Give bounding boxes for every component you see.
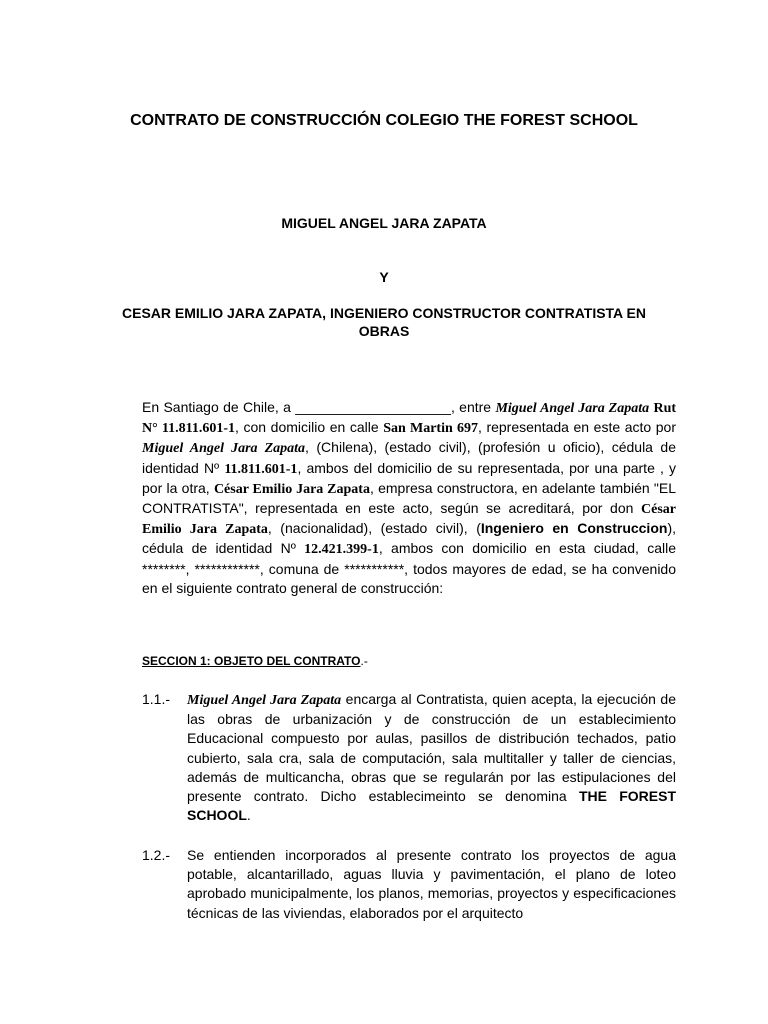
clause-number: 1.1.- [142,691,171,707]
party-one-name: MIGUEL ANGEL JARA ZAPATA [281,215,487,231]
clause-item [142,846,676,923]
representative-name: Miguel Angel Jara Zapata [142,441,306,457]
clause-body: encarga al Contratista, quien acepta, la ejecución de las obras de urbanización y de construcción de un establecimiento Educacional compuesto por aulas, pasillos de distribución techados, patio cubierto, sala cra, sala de computación, sala multitaller y taller de ciencias, además de multicancha, obras que se regularán por las estipulaciones del presente contrato. Dicho establecimeinto se denomina [187,691,676,805]
intro-text: , representada en este acto por [477,419,677,436]
intro-text: , ambos con domicilio en esta ciudad, calle ********, ************, comuna de ***********, todos mayores de edad, se ha convenido en el siguiente contrato general de construcción: [142,540,677,596]
section-heading-text: SECCION 1: OBJETO DEL CONTRATO [142,654,361,668]
section-heading-suffix: .- [360,654,368,668]
intro-text: , empresa constructora, en adelante también "EL CONTRATISTA", representada en este acto, según se acreditará, por don [142,479,676,517]
contractor-representative: César Emilio Jara Zapata [142,502,676,538]
intro-text: , (Chilena), (estado civil), (profesión u oficio), cédula de identidad Nº [142,439,676,476]
intro-text: , ambos del domicilio de su representada, por una parte , y por la otra, [142,459,676,496]
intro-paragraph [142,398,676,598]
intro-text: , (nacionalidad), (estado civil), ( [267,520,481,537]
client-name: Miguel Angel Jara Zapata [187,693,342,708]
contractor-company: César Emilio Jara Zapata [213,481,370,497]
client-id-number: 11.811.601-1 [224,461,298,477]
document-title: CONTRATO DE CONSTRUCCIÓN COLEGIO THE FOREST SCHOOL [130,112,638,129]
intro-text: ), cédula de identidad Nº [142,520,676,557]
clause-number: 1.2.- [142,847,171,863]
contractor-id-number: 12.421.399-1 [304,542,379,558]
client-rut: Rut N° 11.811.601-1 [142,401,677,437]
conjunction: Y [379,269,389,285]
section-heading [142,653,368,669]
clause-item [142,690,676,825]
school-name: THE FOREST SCHOOL [187,788,677,824]
party-two-name: CESAR EMILIO JARA ZAPATA, INGENIERO CONSTRUCTOR CONTRATISTA EN OBRAS [122,305,646,339]
intro-text: , con domicilio en calle [235,419,384,436]
clause-end: . [246,807,251,824]
client-name: Miguel Angel Jara Zapata [495,401,650,416]
intro-text: En Santiago de Chile, a ____________________, entre [142,399,496,415]
client-address: San Martin 697 [383,421,478,437]
clause-text [187,690,676,825]
clause-text: Se entienden incorporados al presente contrato los proyectos de agua potable, alcantarillado, aguas lluvia y pavimentación, el plano de loteo aprobado municipalmente, los planos, memorias, proyectos y especificaciones técnicas de las viviendas, elaborados por el arquitecto [187,847,676,921]
contractor-profession: Ingeniero en Construccion [480,520,668,537]
